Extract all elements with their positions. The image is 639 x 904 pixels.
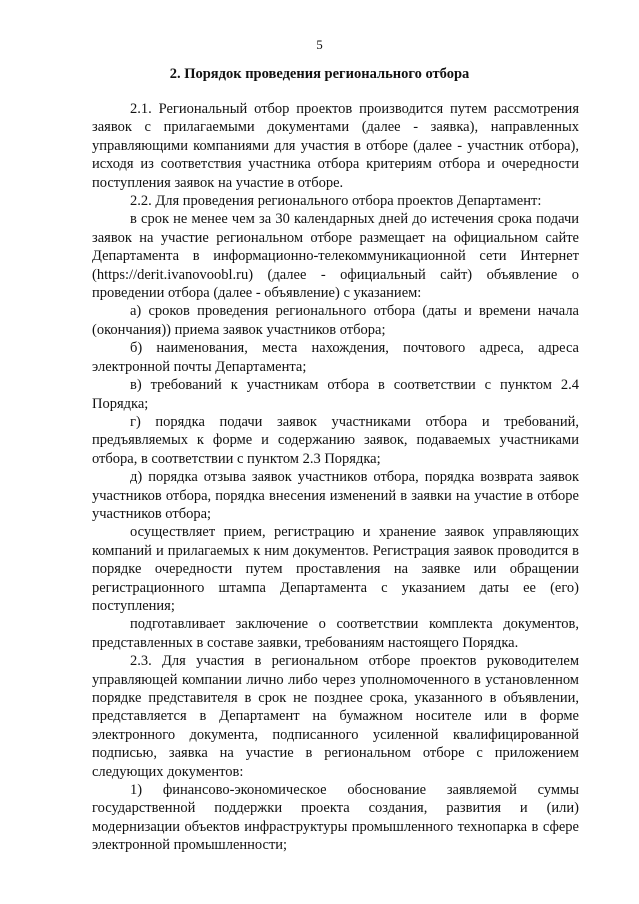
list-item-a: а) сроков проведения регионального отбора (даты и времени начала (окончания)) приема заявок участников отбора; bbox=[92, 303, 579, 338]
paragraph-conclusion: подготавливает заключение о соответствии комплекта документов, представленных в составе заявки, требованиям настоящего Порядка. bbox=[92, 616, 579, 651]
section-title: 2. Порядок проведения регионального отбора bbox=[169, 66, 470, 82]
paragraph-announcement: в срок не менее чем за 30 календарных дней до истечения срока подачи заявок на участие региональном отборе размещает на официальном сайте Департамента в информационно-телекоммуникационной сети Интернет (https://derit.ivanovoobl.ru) (далее - официальный сайт) объявление о проведении отбора (далее - объявление) с указанием: bbox=[92, 211, 579, 302]
document-body bbox=[92, 100, 579, 855]
paragraph-2-1: 2.1. Региональный отбор проектов производится путем рассмотрения заявок с прилагаемыми документами (далее - заявка), направленных управляющими компаниями для участия в отборе (далее - участник отбора), исходя из соответствия участника отбора критериям отбора и очередности поступления заявок на участие в отборе. bbox=[92, 101, 579, 191]
page-number: 5 bbox=[316, 37, 323, 52]
list-item-b: б) наименования, места нахождения, почтового адреса, адреса электронной почты Департамента; bbox=[92, 340, 579, 375]
list-item-g: г) порядка подачи заявок участниками отбора и требований, предъявляемых к форме и содержанию заявок, подаваемых участниками отбора, в соответствии с пунктом 2.3 Порядка; bbox=[92, 413, 579, 467]
paragraph-2-2: 2.2. Для проведения регионального отбора проектов Департамент: bbox=[130, 193, 542, 210]
list-item-d: д) порядка отзыва заявок участников отбора, порядка возврата заявок участников отбора, порядка внесения изменений в заявки на участие в отборе участников отбора; bbox=[92, 469, 579, 522]
paragraph-registration: осуществляет прием, регистрацию и хранение заявок управляющих компаний и прилагаемых к ним документов. Регистрация заявок проводится в порядке очередности путем проставления на заявке или обращении регистрационного штампа Департамента с указанием даты ее (его) поступления; bbox=[92, 524, 579, 614]
paragraph-2-3: 2.3. Для участия в региональном отборе проектов руководителем управляющей компании лично либо через уполномоченного в установленном порядке представителя в срок не позднее срока, указанного в объявлении, представляется в Департамент на бумажном носителе или в форме электронного документа, подписанного усиленной квалифицированной подписью, заявка на участие в региональном отборе с приложением следующих документов: bbox=[92, 653, 579, 780]
list-item-v: в) требований к участникам отбора в соответствии с пунктом 2.4 Порядка; bbox=[92, 377, 579, 412]
list-item-1: 1) финансово-экономическое обоснование заявляемой суммы государственной поддержки проекта создания, развития и (или) модернизации объектов инфраструктуры промышленного технопарка в сфере электронной промышленности; bbox=[92, 782, 579, 854]
